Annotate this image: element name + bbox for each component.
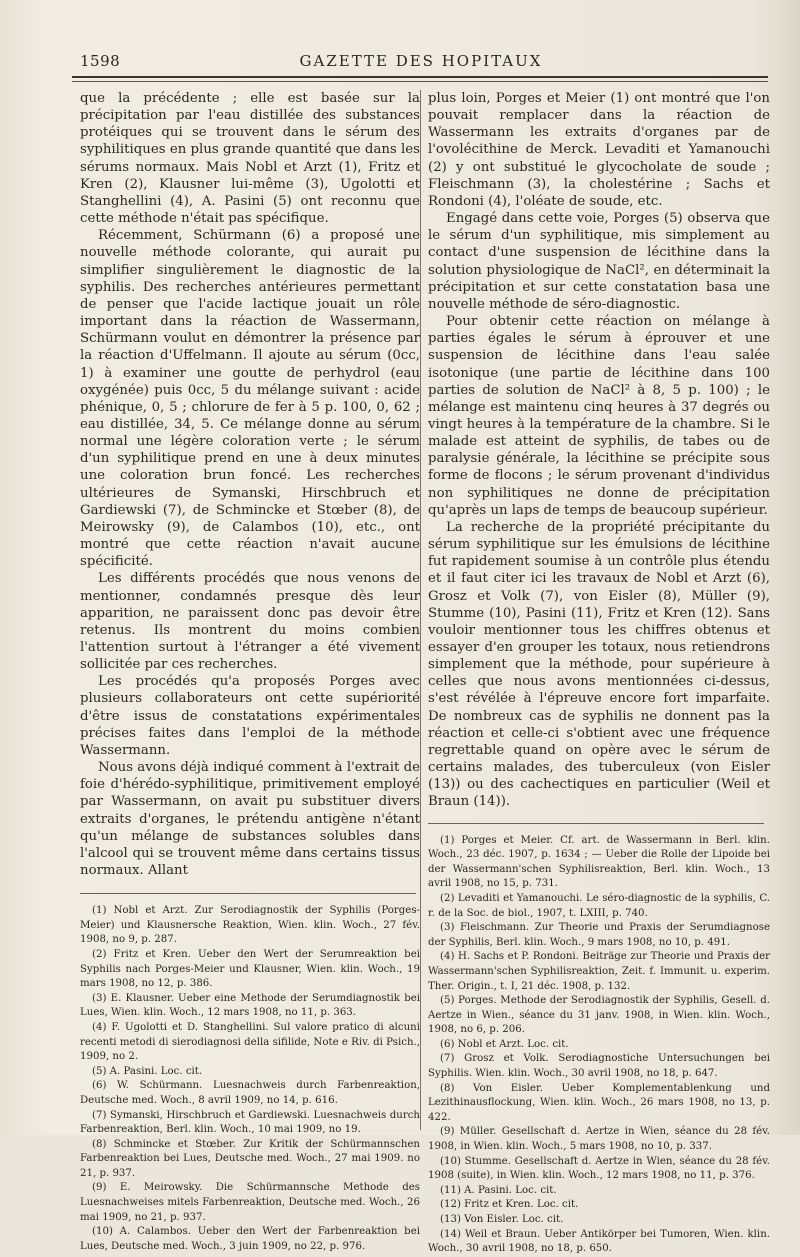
footnote: (10) Stumme. Gesellschaft d. Aertze in Wien, séance du 28 fév. 1908 (suite), in Wien. klin. Woch., 12 mars 1908, no 11, p. 376. (428, 1155, 770, 1182)
footnote: (8) Von Eisler. Ueber Komplementablenkung und Lezithinausflockung, Wien. klin. Woch., 26 mars 1908, no 13, p. 422. (428, 1082, 770, 1123)
right-footnotes (428, 834, 770, 1257)
left-column (80, 90, 420, 1254)
footnote: (3) E. Klausner. Ueber eine Methode der Serumdiagnostik bei Lues, Wien. klin. Woch., 12 mars 1908, no 11, p. 363. (80, 992, 420, 1019)
footnote: (10) A. Calambos. Ueber den Wert der Farbenreaktion bei Lues, Deutsche med. Woch., 3 juin 1909, no 22, p. 976. (80, 1226, 420, 1252)
paragraph: Pour obtenir cette réaction on mélange à parties égales le sérum à éprouver et une suspension de lécithine dans l'eau salée isotonique (une partie de lécithine dans 100 parties de solution de NaCl² à 8, 5 p. 100) ; le mélange est maintenu cinq heures à 37 degrés ou vingt heures à la température de la chambre. Si le malade est atteint de syphilis, de tabes ou de paralysie générale, la lécithine se précipite sous forme de flocons ; le sérum provenant d'individus non syphilitiques ne donne de précipitation qu'après un laps de temps de beaucoup supérieur. (428, 314, 770, 518)
header-rule (72, 76, 768, 78)
footnote: (2) Levaditi et Yamanouchi. Le séro-diagnostic de la syphilis, C. r. de la Soc. de biol., 1907, t. LXIII, p. 740. (428, 892, 770, 919)
footnote: (7) Symanski, Hirschbruch et Gardiewski. Luesnachweis durch Farbenreaktion, Berl. klin. Woch., 10 mai 1909, no 19. (80, 1109, 420, 1136)
footnote: (7) Grosz et Volk. Serodiagnostiche Untersuchungen bei Syphilis. Wien. klin. Woch., 30 avril 1908, no 18, p. 647. (428, 1053, 770, 1080)
footnote: (8) Schmincke et Stœber. Zur Kritik der Schürmannschen Farbenreaktion bei Lues, Deutsche med. Woch., 27 mai 1909. no 21, p. 937. (80, 1138, 420, 1179)
right-column (428, 90, 770, 1257)
footnote: (14) Weil et Braun. Ueber Antikörper bei Tumoren, Wien. klin. Woch., 30 avril 1908, no 18, p. 650. (428, 1228, 770, 1255)
journal-title: GAZETTE DES HOPITAUX (299, 52, 543, 70)
footnote: (6) Nobl et Arzt. Loc. cit. (440, 1038, 569, 1050)
paragraph: Engagé dans cette voie, Porges (5) observa que le sérum d'un syphilitique, mis simplement au contact d'une suspension de lécithine dans la solution physiologique de NaCl², en déterminait la précipitation et sur cette constatation basa une nouvelle méthode de séro-diagnostic. (428, 211, 770, 312)
footnote: (3) Fleischmann. Zur Theorie und Praxis der Serumdiagnose der Syphilis, Berl. klin. Woch., 9 mars 1908, no 10, p. 491. (428, 922, 770, 948)
footnote-rule (80, 893, 416, 894)
footnote: (4) H. Sachs et P. Rondoni. Beiträge zur Theorie und Praxis der Wassermann'schen Syphilisreaktion, Zeit. f. Immunit. u. experim. Ther. Origin., t. I, 21 déc. 1908, p. 132. (428, 951, 770, 992)
left-footnotes (80, 904, 420, 1254)
header-rule-thin (72, 81, 768, 82)
footnote: (12) Fritz et Kren. Loc. cit. (440, 1199, 579, 1211)
footnote: (9) E. Meirowsky. Die Schürmannsche Methode des Luesnachweises mitels Farbenreaktion, Deutsche med. Woch., 26 mai 1909, no 21, p. 937. (80, 1182, 420, 1223)
footnote: (1) Porges et Meier. Cf. art. de Wassermann in Berl. klin. Woch., 23 déc. 1907, p. 1634 ; — Ueber die Rolle der Lipoide bei der Wassermann'schen Syphilisreaktion, Berl. klin. Woch., 13 avril 1908, no 15, p. 731. (428, 834, 770, 890)
footnote: (11) A. Pasini. Loc. cit. (440, 1184, 557, 1196)
right-body (428, 90, 770, 811)
paragraph: plus loin, Porges et Meier (1) ont montré que l'on pouvait remplacer dans la réaction de Wassermann les extraits d'organes par de l'ovolécithine de Merck. Levaditi et Yamanouchi (2) y ont substitué le glycocholate de soude ; Fleischmann (3), la cholestérine ; Sachs et Rondoni (4), l'oléate de soude, etc. (428, 91, 770, 209)
footnote: (2) Fritz et Kren. Ueber den Wert der Serumreaktion bei Syphilis nach Porges-Meier und Klausner, Wien. klin. Woch., 19 mars 1908, no 12, p. 386. (80, 948, 420, 990)
left-body (80, 90, 420, 879)
footnote: (5) A. Pasini. Loc. cit. (92, 1065, 203, 1077)
paragraph: Les procédés qu'a proposés Porges avec plusieurs collaborateurs ont cette supériorité d'être issus de constatations expérimentales précises faites dans l'emploi de la méthode Wassermann. (80, 674, 420, 758)
footnote: (5) Porges. Methode der Serodiagnostik der Syphilis, Gesell. d. Aertze in Wien., séance du 31 janv. 1908, in Wien. klin. Woch., 1908, no 6, p. 206. (428, 995, 770, 1036)
page-number: 1598 (80, 52, 121, 70)
paragraph: Récemment, Schürmann (6) a proposé une nouvelle méthode colorante, qui aurait pu simplifier singulièrement le diagnostic de la syphilis. Des recherches antérieures permettant de penser que l'acide lactique jouait un rôle important dans la réaction de Wassermann, Schürmann voulut en démontrer la présence par la réaction d'Uffelmann. Il ajoute au sérum (0cc, 1) à examiner une goutte de perhydrol (eau oxygénée) puis 0cc, 5 du mélange suivant : acide phénique, 0, 5 ; chlorure de fer à 5 p. 100, 0, 62 ; eau distillée, 34, 5. Ce mélange donne au sérum normal une légère coloration verte ; le sérum d'un syphilitique prend en une à deux minutes une coloration brun foncé. Les recherches ultérieures de Symanski, Hirschbruch et Gardiewski (7), de Schmincke et Stœber (8), de Meirowsky (9), de Calambos (10), etc., ont montré que cette réaction n'avait aucune spécificité. (80, 228, 420, 570)
footnote-rule (428, 823, 764, 824)
column-divider (420, 90, 421, 1130)
footnote: (9) Müller. Gesellschaft d. Aertze in Wien, séance du 28 fév. 1908, in Wien. klin. Woch., 5 mars 1908, no 10, p. 337. (428, 1126, 770, 1153)
paragraph: Les différents procédés que nous venons de mentionner, condamnés presque dès leur apparition, ne paraissent donc pas devoir être retenus. Ils montrent du moins combien l'attention surtout à l'étranger a été vivement sollicitée par ces recherches. (80, 571, 420, 673)
footnote: (4) F. Ugolotti et D. Stanghellini. Sul valore pratico di alcuni recenti metodi di sierodiagnosi della sifilide, Note e Riv. di Psich., 1909, no 2. (80, 1021, 420, 1063)
footnote: (6) W. Schürmann. Luesnachweis durch Farbenreaktion, Deutsche med. Woch., 8 avril 1909, no 14, p. 616. (80, 1080, 420, 1106)
footnote: (13) Von Eisler. Loc. cit. (440, 1214, 564, 1225)
page-header (72, 52, 770, 72)
paragraph: Nous avons déjà indiqué comment à l'extrait de foie d'hérédo-syphilitique, primitivement employé par Wassermann, on avait pu substituer divers extraits d'organes, le prétendu antigène n'étant qu'un mélange de substances solubles dans l'alcool qui se trouvent même dans certains tissus normaux. Allant (80, 760, 420, 879)
footnote: (1) Nobl et Arzt. Zur Serodiagnostik der Syphilis (Porges-Meier) und Klausnersche Reaktion, Wien. klin. Woch., 27 fév. 1908, no 9, p. 287. (80, 905, 420, 946)
paragraph: La recherche de la propriété précipitante du sérum syphilitique sur les émulsions de lécithine fut rapidement soumise à un contrôle plus étendu et il faut citer ici les travaux de Nobl et Arzt (6), Grosz et Volk (7), von Eisler (8), Müller (9), Stumme (10), Pasini (11), Fritz et Kren (12). Sans vouloir mentionner tous les chiffres obtenus et essayer d'en grouper les totaux, nous retiendrons simplement que la méthode, pour supérieure à celles que nous avons mentionnées ci-dessus, s'est révélée à l'épreuve encore fort imparfaite. De nombreux cas de syphilis ne donnent pas la réaction et celle-ci s'obtient avec une fréquence regrettable quand on opère avec le sérum de certains malades, des tuberculeux (von Eisler (13)) ou des cachectiques en particulier (Weil et Braun (14)). (428, 519, 770, 810)
paragraph: que la précédente ; elle est basée sur la précipitation par l'eau distillée des substances protéiques qui se trouvent dans le sérum des syphilitiques en plus grande quantité que dans les sérums normaux. Mais Nobl et Arzt (1), Fritz et Kren (2), Klausner lui-même (3), Ugolotti et Stanghellini (4), A. Pasini (5) ont reconnu que cette méthode n'était pas spécifique. (80, 91, 420, 227)
